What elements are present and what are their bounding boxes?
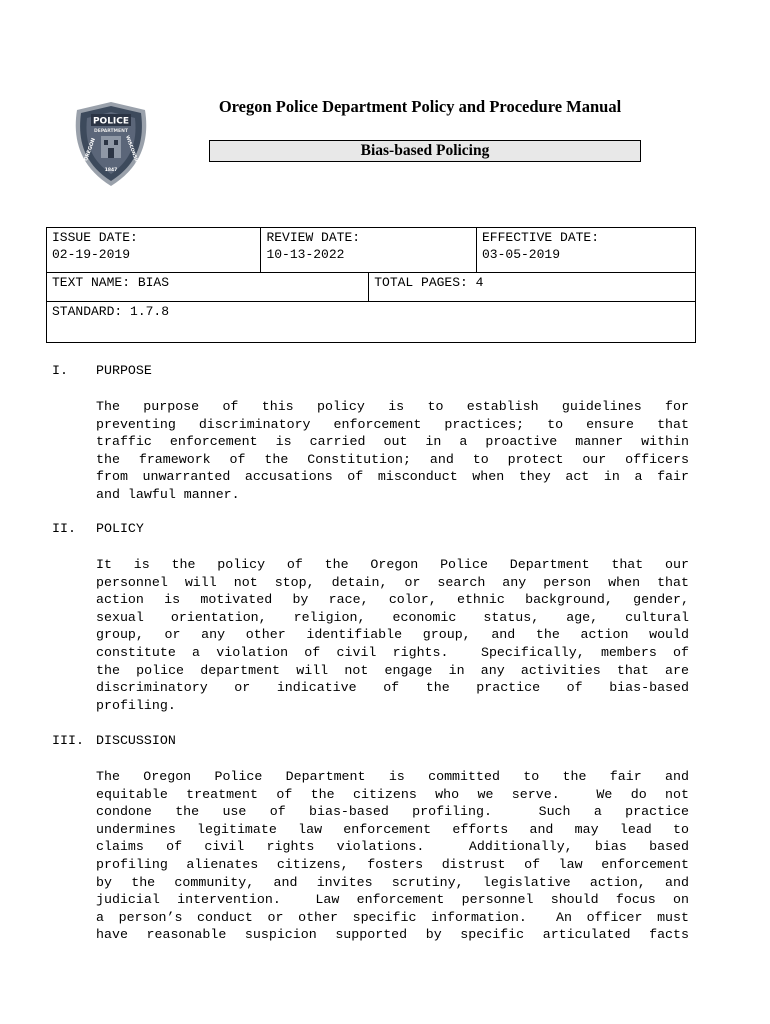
total-pages: TOTAL PAGES: 4 xyxy=(374,275,484,290)
body-line: The purpose of this policy is to establish guidelines for xyxy=(96,399,689,414)
badge-bottom-text: 1847 xyxy=(104,168,118,173)
document-subtitle: Bias-based Policing xyxy=(209,140,641,162)
section-heading-purpose: PURPOSE xyxy=(96,363,152,378)
body-line: profiling. xyxy=(96,697,176,713)
standard: STANDARD: 1.7.8 xyxy=(52,304,170,319)
body-line: sexual orientation, religion, economic status, age, cultural xyxy=(96,609,689,625)
body-line: profiling alienates citizens, fosters distrust of law enforcement xyxy=(96,856,689,872)
issue-date-label: ISSUE DATE: xyxy=(52,230,138,245)
review-date-cell xyxy=(261,228,477,273)
police-badge-icon xyxy=(71,100,151,188)
body-line: judicial intervention. Law enforcement personnel should focus on xyxy=(96,892,689,908)
section-number: II. xyxy=(52,521,76,536)
section-heading-discussion: DISCUSSION xyxy=(96,733,176,748)
body-line: a person’s conduct or other specific information. An officer must xyxy=(96,909,689,925)
police-badge-logo xyxy=(71,100,151,188)
text-name-cell xyxy=(47,273,369,302)
body-line: claims of civil rights violations. Additionally, bias based xyxy=(96,839,689,855)
body-line: and lawful manner. xyxy=(96,486,240,502)
section-number: I. xyxy=(52,363,68,378)
body-line: group, or any other identifiable group, and the action would xyxy=(96,627,689,643)
body-line: preventing discriminatory enforcement practices; to ensure that xyxy=(96,416,689,432)
badge-right-text: WISCONSIN xyxy=(124,135,139,165)
body-line: by the community, and invites scrutiny, legislative action, and xyxy=(96,874,689,890)
document-title: Oregon Police Department Policy and Procedure Manual xyxy=(218,97,622,116)
body-line: undermines legitimate law enforcement efforts and may lead to xyxy=(96,821,689,837)
body-line: condone the use of bias-based profiling. Such a practice xyxy=(96,804,689,820)
body-line: personnel will not stop, detain, or search any person when that xyxy=(96,574,689,590)
section-heading-policy: POLICY xyxy=(96,521,144,536)
effective-date-cell xyxy=(477,228,696,273)
review-date-value: 10-13-2022 xyxy=(266,247,345,262)
issue-date-value: 02-19-2019 xyxy=(52,247,131,262)
section-body-purpose xyxy=(96,398,689,504)
body-line: the police department will not engage in any activities that are xyxy=(96,662,689,678)
issue-date-cell xyxy=(47,228,261,273)
body-line: It is the policy of the Oregon Police Department that our xyxy=(96,557,689,572)
body-line: traffic enforcement is carried out in a proactive manner within xyxy=(96,434,689,450)
effective-date-value: 03-05-2019 xyxy=(482,247,561,262)
review-date-label: REVIEW DATE: xyxy=(266,230,361,245)
body-line: the framework of the Constitution; and to protect our officers xyxy=(96,451,689,467)
body-line: constitute a violation of civil rights. Specifically, members of xyxy=(96,644,689,660)
standard-cell xyxy=(47,302,696,343)
body-line: have reasonable suspicion supported by specific articulated facts xyxy=(96,927,689,943)
section-body-policy xyxy=(96,556,689,714)
total-pages-cell xyxy=(369,273,696,302)
badge-left-text: OREGON xyxy=(83,137,97,162)
body-line: discriminatory or indicative of the practice of bias-based xyxy=(96,680,689,696)
body-line: equitable treatment of the citizens who we serve. We do not xyxy=(96,786,689,802)
section-body-discussion xyxy=(96,768,689,944)
policy-info-table xyxy=(46,227,696,343)
text-name: TEXT NAME: BIAS xyxy=(52,275,170,290)
section-number: III. xyxy=(52,733,84,748)
effective-date-label: EFFECTIVE DATE: xyxy=(482,230,600,245)
badge-top-text: POLICE xyxy=(92,116,130,127)
badge-band-text: DEPARTMENT xyxy=(94,129,128,134)
body-line: The Oregon Police Department is committed to the fair and xyxy=(96,769,689,784)
body-line: from unwarranted accusations of misconduct when they act in a fair xyxy=(96,469,689,485)
body-line: action is motivated by race, color, ethnic background, gender, xyxy=(96,592,689,608)
